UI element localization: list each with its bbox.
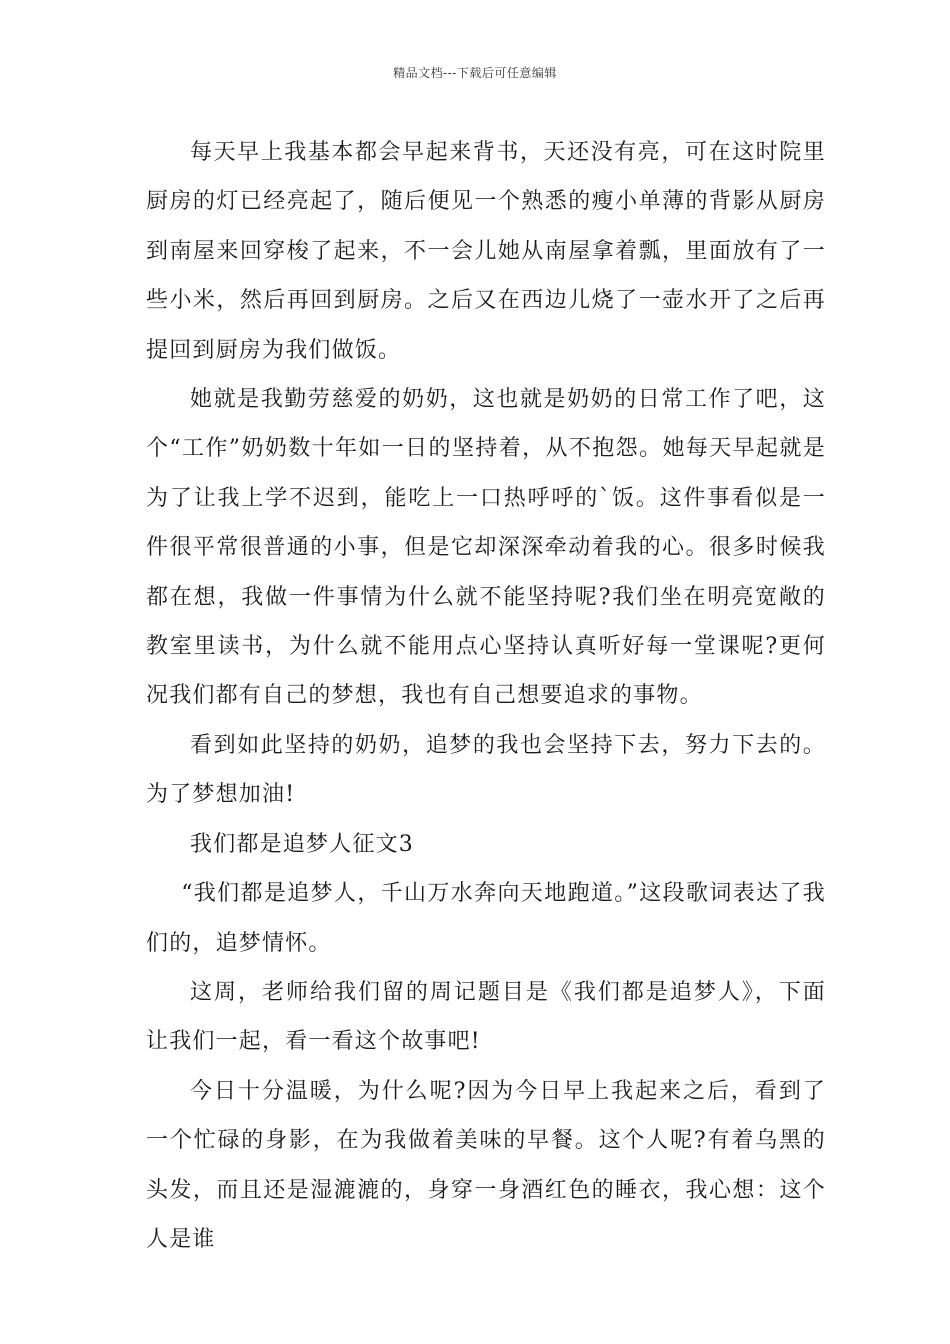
paragraph-quote: “我们都是追梦人，千山万水奔向天地跑道。”这段歌词表达了我们的，追梦情怀。	[146, 881, 826, 956]
document-body	[146, 128, 826, 1264]
page-header: 精品文档---下载后可任意编辑	[393, 66, 557, 80]
paragraph-6: 今日十分温暖，为什么呢?因为今日早上我起来之后，看到了一个忙碌的身影，在为我做着美味的早餐。这个人呢?有着乌黑的头发，而且还是湿漉漉的，身穿一身酒红色的睡衣，我心想：这个人是谁	[146, 1078, 826, 1252]
paragraph-5: 这周，老师给我们留的周记题目是《我们都是追梦人》，下面让我们一起，看一看这个故事吧!	[146, 979, 826, 1055]
paragraph-3: 看到如此坚持的奶奶，追梦的我也会坚持下去，努力下去的。为了梦想加油!	[146, 732, 826, 808]
paragraph-1: 每天早上我基本都会早起来背书，天还没有亮，可在这时院里厨房的灯已经亮起了，随后便见一个熟悉的瘦小单薄的背影从厨房到南屋来回穿梭了起来，不一会儿她从南屋拿着瓢，里面放有了一些小米，然后再回到厨房。之后又在西边儿烧了一壶水开了之后再提回到厨房为我们做饭。	[146, 140, 826, 363]
paragraph-2: 她就是我勤劳慈爱的奶奶，这也就是奶奶的日常工作了吧，这个“工作”奶奶数十年如一日的坚持着，从不抱怨。她每天早起就是为了让我上学不迟到，能吃上一口热呼呼的`饭。这件事看似是一件很平常很普通的小事，但是它却深深牵动着我的心。很多时候我都在想，我做一件事情为什么就不能坚持呢?我们坐在明亮宽敞的教室里读书，为什么就不能用点心坚持认真听好每一堂课呢?更何况我们都有自己的梦想，我也有自己想要追求的事物。	[146, 387, 826, 709]
section-title: 我们都是追梦人征文3	[190, 831, 414, 857]
